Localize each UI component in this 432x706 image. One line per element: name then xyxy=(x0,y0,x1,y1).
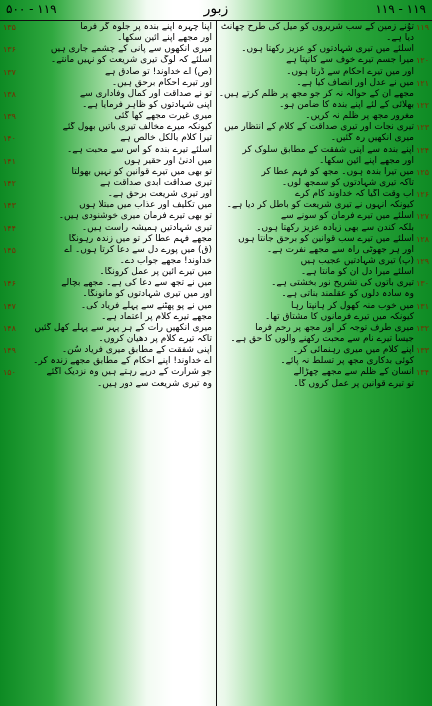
verse-text: وہ سادہ دلوں کو عقلمند بناتی ہے۔ xyxy=(281,289,414,300)
verse-line xyxy=(0,156,216,167)
verse-number: ۱۳۲ xyxy=(416,323,429,333)
verse-line xyxy=(216,367,432,378)
verse-number: ۱۴۷ xyxy=(3,301,16,311)
verse-line xyxy=(216,256,432,267)
verse-line xyxy=(0,89,216,100)
verse-text: اور مجھے اپنے آئین سکھا۔ xyxy=(319,155,414,166)
verse-line xyxy=(216,55,432,66)
verse-line xyxy=(0,223,216,234)
verse-text: اور ہر جھوٹی راہ سے مجھے نفرت ہے۔ xyxy=(266,244,414,255)
verse-text: تیری باتوں کی تشریح نور بخشتی ہے۔ xyxy=(271,278,414,289)
verse-line xyxy=(0,323,216,334)
verse-number: ۱۳۰ xyxy=(416,279,429,289)
verse-number: ۱۴۰ xyxy=(3,134,16,144)
verse-text: اسلئے میں تیرے فرمان کو سونے سے xyxy=(280,211,414,222)
verse-text: بھلائی کے لئے اپنے بندہ کا ضامن ہو۔ xyxy=(279,99,414,110)
verse-number: ۱۳۳ xyxy=(416,346,429,356)
verse-line xyxy=(216,111,432,122)
verse-line xyxy=(216,145,432,156)
verse-number: ۱۱۹ xyxy=(416,23,429,32)
verse-number: ۱۲۵ xyxy=(416,167,429,177)
verse-number: ۱۴۸ xyxy=(3,323,16,333)
verse-text: (ص) اے خداوند! تو صادق ہے xyxy=(104,66,212,77)
verse-line xyxy=(0,256,216,267)
verse-text: میں ادنیٰ اور حقیر ہوں xyxy=(124,155,212,166)
verse-line xyxy=(0,78,216,89)
verse-line xyxy=(216,178,432,189)
verse-text: انسان کے ظلم سے مجھے چھڑالے xyxy=(293,367,414,378)
verse-line xyxy=(216,22,432,33)
verse-line xyxy=(216,245,432,256)
verse-line xyxy=(0,167,216,178)
verse-text: کیونکہ اُنہوں نے تیری شریعت کو باطل کر دیا ہے۔ xyxy=(226,200,414,211)
verse-line xyxy=(0,189,216,200)
verse-line xyxy=(216,345,432,356)
verse-text: میں خوب منہ کھول کر ہانپتا رہا xyxy=(291,300,414,311)
verse-line xyxy=(216,156,432,167)
verse-text: اسلئے میرا دل اُن کو مانتا ہے۔ xyxy=(300,267,414,278)
verse-line xyxy=(216,167,432,178)
verse-line xyxy=(0,345,216,356)
verse-number: ۱۳۸ xyxy=(3,89,16,99)
verse-text: اپنے بندہ سے اپنی شفقت کے مطابق سلوک کر xyxy=(242,144,414,155)
verse-text: دیا ہے۔ xyxy=(386,33,414,44)
verse-text: اپنا چہرہ اپنے بندہ پر جلوہ گر فرما xyxy=(80,22,212,32)
verse-text: میری غیرت مجھے کھا گئی xyxy=(114,111,212,122)
verse-line xyxy=(216,289,432,300)
verse-number: ۱۳۹ xyxy=(3,112,16,122)
verse-text: تیری شہادتیں ہمیشہ راست ہیں۔ xyxy=(81,222,212,233)
verse-line xyxy=(216,301,432,312)
verse-text: جو شرارت کے درپے رہتے ہیں وہ نزدیک آگئے xyxy=(46,367,212,378)
verse-number: ۱۲۳ xyxy=(416,123,429,133)
verse-text: اب وقت آگیا کہ خداوند کام کرے xyxy=(295,189,414,200)
verse-text: میں تکلیف اور عذاب میں مبتلا ہوں xyxy=(79,200,212,211)
verse-number: ۱۲۰ xyxy=(416,56,429,66)
verse-text: بلکہ کندن سے بھی زیادہ عزیز رکھتا ہوں۔ xyxy=(256,222,414,233)
verse-text: مغرور مجھ پر ظلم نہ کریں۔ xyxy=(305,111,414,122)
verse-line xyxy=(0,145,216,156)
verse-line xyxy=(0,33,216,44)
verse-text: اسلئے کہ لوگ تیری شریعت کو نہیں مانتے۔ xyxy=(50,55,212,66)
verse-line xyxy=(0,334,216,345)
verse-text: تیرا کلام بالکل خالص ہے xyxy=(120,133,212,144)
verse-line xyxy=(216,122,432,133)
verse-text: اسلئے میں تیرے سب قوانین کو برحق جانتا ہوں xyxy=(238,233,414,244)
verse-line xyxy=(216,89,432,100)
verse-text: تو نے صداقت اور کمال وفاداری سے xyxy=(79,88,212,99)
verse-line xyxy=(0,67,216,78)
verse-number: ۱۴۱ xyxy=(3,156,16,166)
verse-line xyxy=(0,111,216,122)
verse-text: تاکہ تیری شہادتوں کو سمجھ لوں۔ xyxy=(281,177,414,188)
verse-line xyxy=(0,133,216,144)
verse-line xyxy=(0,301,216,312)
verse-number: ۱۴۵ xyxy=(3,245,16,255)
verse-number: ۱۵۰ xyxy=(3,368,16,378)
verse-line xyxy=(216,78,432,89)
verse-number: ۱۲۱ xyxy=(416,78,429,88)
verse-line xyxy=(216,356,432,367)
verse-text: میری آنکھوں سے پانی کے چشمے جاری ہیں xyxy=(50,44,212,55)
verse-number: ۱۴۲ xyxy=(3,178,16,188)
verse-line xyxy=(0,367,216,378)
verse-text: اسلئے تیرے بندہ کو اُس سے محبت ہے۔ xyxy=(67,144,212,155)
verse-line xyxy=(216,323,432,334)
verse-line xyxy=(0,44,216,55)
verse-line xyxy=(0,178,216,189)
verse-line xyxy=(216,67,432,78)
verse-text: کیونکہ میں تیرے فرمانوں کا مشتاق تھا۔ xyxy=(265,311,414,322)
verse-text: توُنے زمین کے سب شریروں کو میل کی طرح چھانٹ xyxy=(220,22,414,32)
verse-line xyxy=(0,234,216,245)
book-title: زبور xyxy=(203,1,229,17)
verse-text: اسلئے میں تیری شہادتوں کو عزیز رکھتا ہوں۔ xyxy=(241,44,414,55)
page-header xyxy=(0,0,432,21)
verse-text: اور مجھے اپنے آئین سکھا۔ xyxy=(117,33,212,44)
header-verse-range-left: ۵۰۰ - ۱۱۹ xyxy=(6,2,57,16)
right-column xyxy=(216,22,432,704)
verse-text: میں نے عدل اور انصاف کیا ہے۔ xyxy=(296,77,414,88)
verse-line xyxy=(0,200,216,211)
verse-text: اپنی شہادتوں کو ظاہر فرمایا ہے۔ xyxy=(82,99,212,110)
verse-text: تو تیرے قوانین پر عمل کروں گا۔ xyxy=(293,378,414,389)
verse-line xyxy=(216,100,432,111)
verse-line xyxy=(0,289,216,300)
verse-line xyxy=(0,379,216,390)
verse-text: مجھے فہم عطا کر تو میں زندہ رہونگا xyxy=(68,233,212,244)
verse-number: ۱۳۷ xyxy=(3,67,16,77)
verse-text: مجھے اُن کے حوالہ نہ کر جو مجھ پر ظلم کرتے ہیں۔ xyxy=(218,88,414,99)
verse-line xyxy=(0,267,216,278)
verse-number: ۱۴۳ xyxy=(3,201,16,211)
verse-text: میں تیرا بندہ ہوں۔ مجھ کو فہم عطا کر xyxy=(261,166,414,177)
verse-line xyxy=(216,234,432,245)
verse-number: ۱۳۵ xyxy=(3,23,16,32)
verse-line xyxy=(216,33,432,44)
verse-text: اور میں تیرے احکام سے ڈرتا ہوں۔ xyxy=(286,66,414,77)
verse-text: مجھے تیرے کلام پر اعتماد ہے۔ xyxy=(101,311,212,322)
verse-line xyxy=(216,278,432,289)
verse-line xyxy=(216,133,432,144)
verse-text: تیری صداقت ابدی صداقت ہے xyxy=(99,177,212,188)
verse-text: میں نے پو پھٹنے سے پہلے فریاد کی۔ xyxy=(80,300,212,311)
verse-line xyxy=(216,44,432,55)
verse-text: میری طرف توجہ کر اور مجھ پر رحم فرما xyxy=(255,322,414,333)
verse-line xyxy=(216,189,432,200)
verse-number: ۱۴۴ xyxy=(3,223,16,233)
verse-text: اپنے کلام میں میری رہنمائی کر۔ xyxy=(292,345,414,356)
verse-line xyxy=(0,278,216,289)
verse-text: میری آنکھیں رہ گئیں۔ xyxy=(330,133,414,144)
verse-number: ۱۳۶ xyxy=(3,45,16,55)
verse-line xyxy=(216,334,432,345)
verse-text: اے خداوند! اپنے احکام کے مطابق مجھے زندہ کر۔ xyxy=(33,356,212,367)
left-column xyxy=(0,22,216,704)
verse-text: (پ) تیری شہادتیں عجیب ہیں xyxy=(300,255,414,266)
verse-line xyxy=(216,312,432,323)
verse-number: ۱۳۴ xyxy=(416,368,429,378)
verse-line xyxy=(0,122,216,133)
verse-text: میری آنکھیں رات کے ہر پہر سے پہلے کھل گئیں xyxy=(34,322,212,333)
verse-number: ۱۴۶ xyxy=(3,279,16,289)
verse-text: تو بھی میں تیرے قوانین کو نہیں بھولتا xyxy=(71,166,212,177)
verse-text: کوئی بدکاری مجھ پر تسلط نہ پائے۔ xyxy=(280,356,414,367)
verse-number: ۱۲۸ xyxy=(416,234,429,244)
verse-text: اور میں تیری شہادتوں کو مانونگا۔ xyxy=(82,289,212,300)
verse-line xyxy=(216,211,432,222)
verse-number: ۱۴۹ xyxy=(3,346,16,356)
verse-line xyxy=(0,312,216,323)
verse-text: تو بھی تیرے فرمان میری خوشنودی ہیں۔ xyxy=(58,211,212,222)
verse-line xyxy=(216,223,432,234)
verse-text: (ق) میں پورے دل سے دعا کرتا ہوں۔ اے xyxy=(64,244,212,255)
verse-line xyxy=(0,22,216,33)
verse-text: تیری نجات اور تیری صداقت کے کلام کے انتظار میں xyxy=(224,122,414,133)
verse-line xyxy=(0,100,216,111)
verse-number: ۱۲۷ xyxy=(416,212,429,222)
verse-line xyxy=(216,200,432,211)
verse-line xyxy=(216,379,432,390)
verse-text: میں تیرے آئین پر عمل کرونگا۔ xyxy=(99,267,212,278)
verse-text: تاکہ تیرے کلام پر دھیان کروں۔ xyxy=(98,333,212,344)
verse-line xyxy=(0,211,216,222)
verse-text: جیسا تیرے نام سے محبت رکھنے والوں کا حق ہے۔ xyxy=(230,333,414,344)
verse-line xyxy=(216,267,432,278)
header-verse-range-right: ۱۱۹ - ۱۱۹ xyxy=(375,2,426,16)
verse-number: ۱۲۶ xyxy=(416,190,429,200)
verse-number: ۱۲۲ xyxy=(416,100,429,110)
verse-text: اور تیرے احکام برحق ہیں۔ xyxy=(111,77,212,88)
verse-line xyxy=(0,245,216,256)
verse-number: ۱۳۱ xyxy=(416,301,429,311)
verse-line xyxy=(0,356,216,367)
verse-number: ۱۲۹ xyxy=(416,256,429,266)
verse-text: میرا جسم تیرے خوف سے کانپتا ہے xyxy=(286,55,414,66)
verse-text: میں نے تجھ سے دعا کی ہے۔ مجھے بچالے xyxy=(61,278,212,289)
verse-text: اپنی شفقت کے مطابق میری فریاد سُن۔ xyxy=(61,345,212,356)
verse-text: خداوند! مجھے جواب دے۔ xyxy=(119,255,212,266)
verse-text: وہ تیری شریعت سے دور ہیں۔ xyxy=(97,378,212,389)
verse-text: کیونکہ میرے مخالف تیری باتیں بھول گئے xyxy=(62,122,212,133)
verse-line xyxy=(0,55,216,66)
verse-number: ۱۲۴ xyxy=(416,145,429,155)
verse-text: اور تیری شریعت برحق ہے۔ xyxy=(107,189,212,200)
